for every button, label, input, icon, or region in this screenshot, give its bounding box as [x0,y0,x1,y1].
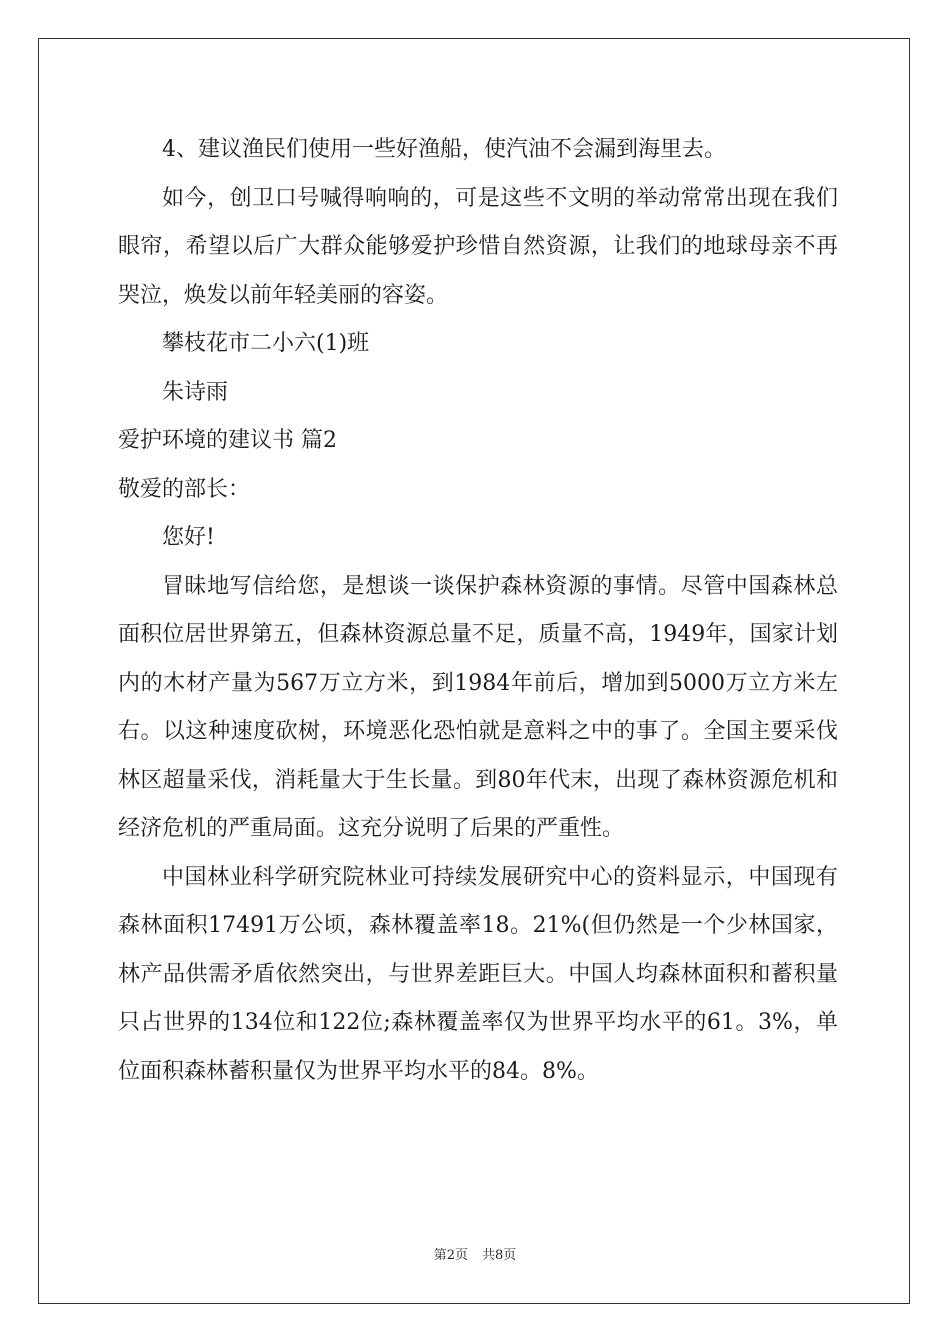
paragraph-forest-history: 冒昧地写信给您，是想谈一谈保护森林资源的事情。尽管中国森林总面积位居世界第五，但森林资源总量不足，质量不高，1949年，国家计划内的木材产量为567万立方米，到1984年前后，增加到5000万立方米左右。以这种速度砍树，环境恶化恐怕就是意料之中的事了。全国主要采伐林区超量采伐，消耗量大于生长量。到80年代末，出现了森林资源危机和经济危机的严重局面。这充分说明了后果的严重性。 [118,573,838,841]
paragraph-suggestion-4: 4、建议渔民们使用一些好渔船，使汽油不会漏到海里去。 [162,137,726,162]
page-number-total: 共8页 [482,1248,517,1263]
document-body [118,126,838,1096]
paragraph-conclusion: 如今，创卫口号喊得响响的，可是这些不文明的举动常常出现在我们眼帘，希望以后广大群众能够爱护珍惜自然资源，让我们的地球母亲不再哭泣，焕发以前年轻美丽的容姿。 [118,185,838,308]
greeting: 您好! [162,525,215,550]
signature-school-class: 攀枝花市二小六(1)班 [162,331,370,356]
page-number-current: 第2页 [433,1248,468,1263]
section-heading: 爱护环境的建议书 篇2 [118,428,337,453]
paragraph-forest-statistics: 中国林业科学研究院林业可持续发展研究中心的资料显示，中国现有森林面积17491万公顷，森林覆盖率18。21%(但仍然是一个少林国家，林产品供需矛盾依然突出，与世界差距巨大。中国人均森林面积和蓄积量只占世界的134位和122位;森林覆盖率仅为世界平均水平的61。3%，单位面积森林蓄积量仅为世界平均水平的84。8%。 [118,864,838,1084]
signature-author: 朱诗雨 [162,379,229,405]
salutation: 敬爱的部长： [118,476,251,502]
page-footer [0,1246,950,1266]
